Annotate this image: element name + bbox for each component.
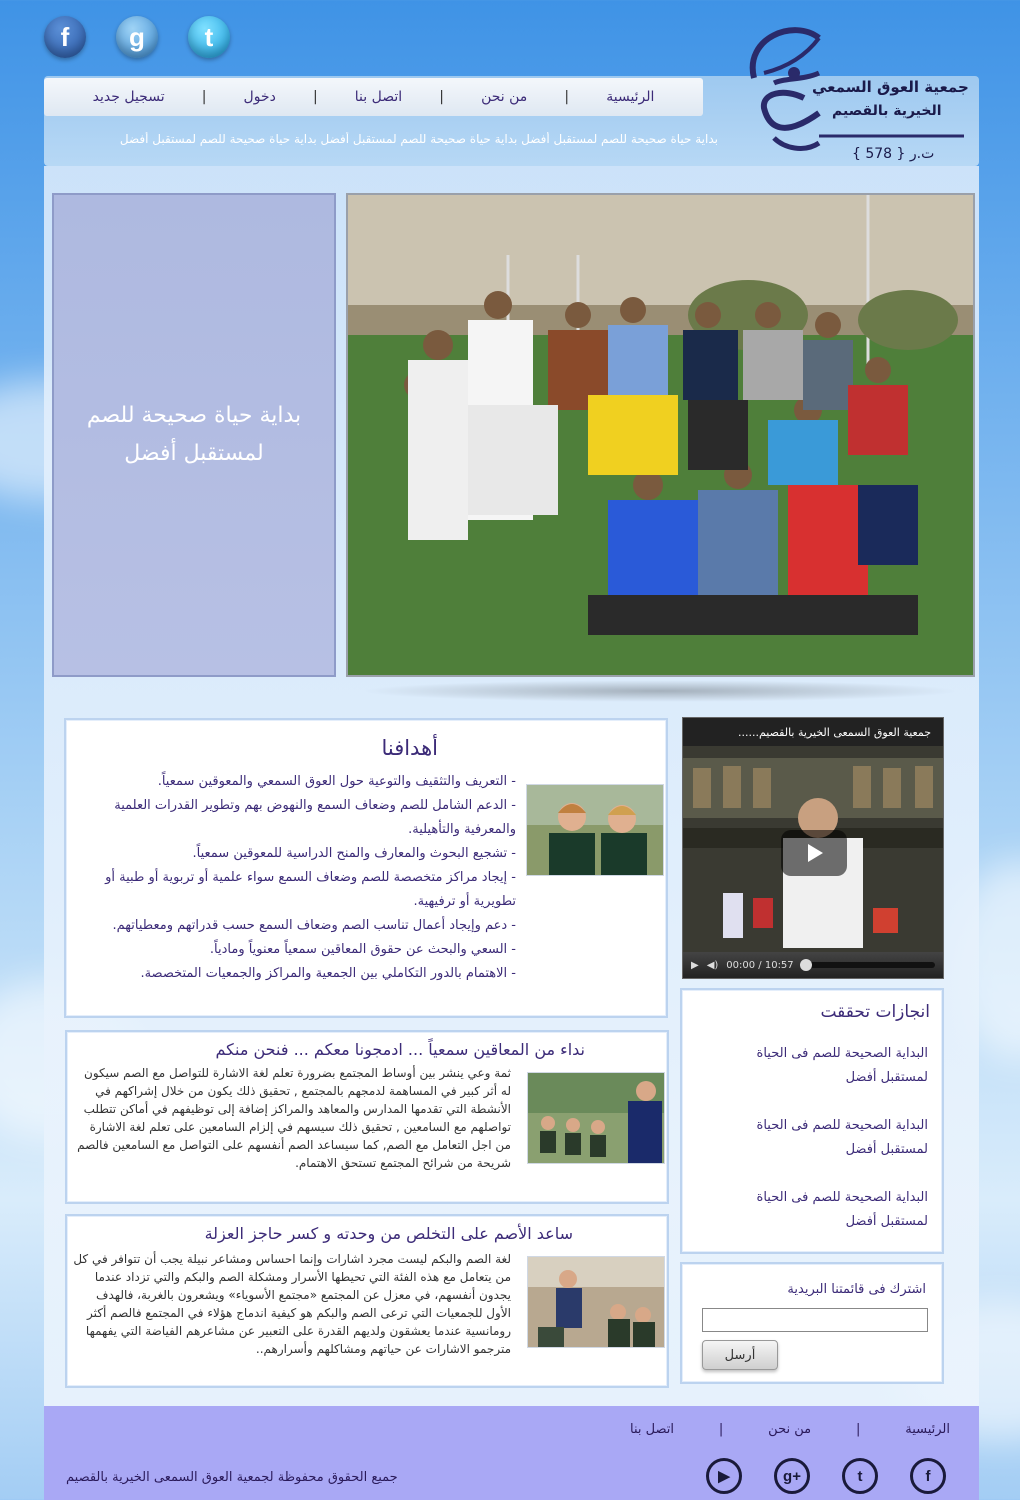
facebook-icon[interactable]: f — [44, 16, 86, 58]
twitter-icon[interactable]: t — [188, 16, 230, 58]
play-button[interactable] — [781, 830, 847, 876]
facebook-icon[interactable]: f — [910, 1458, 946, 1494]
nav-about[interactable]: من نحن — [481, 89, 528, 105]
google-icon[interactable]: g — [116, 16, 158, 58]
video-title: جمعية العوق السمعى الخيرية بالقصيم...... — [683, 718, 943, 746]
hero-photo — [346, 193, 975, 677]
goals-list — [76, 770, 516, 986]
call-card — [65, 1030, 669, 1204]
achievements-card — [680, 988, 944, 1254]
goals-title: أهدافنا — [381, 736, 438, 760]
call-body: ثمة وعي ينشر بين أوساط المجتمع بضرورة تعلم لغة الاشارة للتواصل مع الصم سيكون له أثر كبير في المساهمة لدمجهم بالمجتمع , تحقيق ذلك يكون من خلال إشراكهم في الأنشطة التي تقدمها المدارس والمعاهد والمراكز إضافة إلى توظيفهم في أماكن تتطلب تواصلهم مع السامعين , تحقيق ذلك سيسهم في إلزام السامعين على تعلم لغة الاشارة من اجل التعامل مع الصم, كما سيساعد الصم أنفسهم على التواصل مع السامعين فالصم شريحة من شرائح المجتمع تستحق الاهتمام. — [77, 1066, 511, 1170]
play-icon[interactable]: ▶ — [691, 959, 699, 971]
footer-nav-separator: | — [855, 1422, 861, 1437]
social-links-footer — [706, 1458, 946, 1494]
nav-separator: | — [564, 89, 570, 105]
call-title: نداء من المعاقين سمعياً ... ادمجونا معكم ... فنحن منكم — [215, 1040, 585, 1059]
social-links-top — [44, 16, 230, 58]
volume-icon[interactable]: ◀) — [706, 959, 719, 971]
goal-item: - إيجاد مراكز متخصصة للصم وضعاف السمع سواء علمية أو تربوية أو طبية أو تطويرية أو ترفيهية. — [105, 870, 516, 909]
footer-nav-home[interactable]: الرئيسية — [905, 1422, 950, 1437]
nav-login[interactable]: دخول — [243, 89, 276, 105]
youtube-icon[interactable]: ▶ — [706, 1458, 742, 1494]
video-controls — [683, 952, 943, 978]
goal-item: - الدعم الشامل للصم وضعاف السمع والنهوض بهم وتطوير القدرات العلمية والمعرفية والتأهيلية. — [114, 798, 516, 837]
goal-item: - تشجيع البحوث والمعارف والمنح الدراسية للمعوقين سمعياً. — [192, 846, 516, 861]
help-title: ساعد الأصم على التخلص من وحدته و كسر حاجز العزلة — [204, 1224, 573, 1243]
newsletter-email-input[interactable] — [702, 1308, 928, 1332]
logo-license: ت.ر { 578 } — [852, 146, 935, 162]
main-nav — [44, 78, 703, 116]
newsletter-submit-button[interactable]: أرسل — [702, 1340, 778, 1370]
goals-card — [64, 718, 668, 1018]
call-photo — [527, 1072, 665, 1164]
achievement-link[interactable]: البداية الصحيحة للصم فى الحياة لمستقبل أفضل — [756, 1190, 928, 1229]
goal-item: - دعم وإيجاد أعمال تناسب الصم وضعاف السمع حسب قدراتهم ومعطياتهم. — [112, 918, 516, 933]
help-photo — [527, 1256, 665, 1348]
achievement-link[interactable]: البداية الصحيحة للصم فى الحياة لمستقبل أفضل — [756, 1046, 928, 1085]
nav-contact[interactable]: اتصل بنا — [354, 89, 403, 105]
newsletter-label: اشترك فى قائمتنا البريدية — [787, 1282, 926, 1297]
goal-item: - الاهتمام بالدور التكاملي بين الجمعية والمراكز والجمعيات المتخصصة. — [140, 966, 516, 981]
video-time: 00:00 / 10:57 — [726, 959, 794, 971]
goals-photo — [526, 784, 664, 876]
twitter-icon[interactable]: t — [842, 1458, 878, 1494]
footer-nav-contact[interactable]: اتصل بنا — [630, 1422, 675, 1437]
google-plus-icon[interactable]: g+ — [774, 1458, 810, 1494]
nav-home[interactable]: الرئيسية — [606, 89, 655, 105]
help-body: لغة الصم والبكم ليست مجرد اشارات وإنما احساس ومشاعر نبيلة يجب أن تتوافر في كل من يتعامل مع هذه الفئة التي تحيطها الأسرار ومشكلة الصم والبكم والتي تزداد عندما يجدون أنفسهم، في معزل عن المجتمع «مجتمع الأسوياء» ويشعرون بالغربة، فالهدف الأول للجمعيات التي ترعى الصم والبكم هو كيفية اندماج هؤلاء في المجتمع فالصم أكثر رومانسية عندما يعشقون ولديهم القدرة على التعبير عن مشاعرهم الفياضة التي يفهمها مترجمو الاشارات عن حياتهم ومشاكلهم وأسرارهم.. — [73, 1252, 511, 1356]
footer-nav-separator: | — [718, 1422, 724, 1437]
footer-nav — [630, 1422, 950, 1437]
goal-item: - السعي والبحث عن حقوق المعاقين سمعياً معنوياً ومادياً. — [209, 942, 516, 957]
copyright-text: جميع الحقوق محفوظة لجمعية العوق السمعى الخيرية بالقصيم — [66, 1470, 398, 1485]
slogan-box — [52, 193, 336, 677]
video-player[interactable] — [682, 717, 944, 979]
logo-subtitle: الخيرية بالقصيم — [832, 103, 942, 119]
footer-nav-about[interactable]: من نحن — [768, 1422, 812, 1437]
video-progress[interactable] — [802, 962, 935, 968]
goal-item: - التعريف والتثقيف والتوعية حول العوق السمعي والمعوقين سمعياً. — [157, 774, 516, 789]
nav-separator: | — [201, 89, 207, 105]
nav-register[interactable]: تسجيل جديد — [92, 89, 165, 105]
logo-title: جمعية العوق السمعي — [812, 78, 969, 96]
news-ticker: بداية حياة صحيحة للصم لمستقبل أفضل بداية حياة صحيحة للصم لمستقبل أفضل بداية حياة صحيحة للصم لمستقبل أفضل — [119, 132, 718, 146]
achievements-title: انجازات تحققت — [820, 1002, 930, 1022]
slogan-text: بداية حياة صحيحة للصم لمستقبل أفضل — [86, 403, 302, 466]
nav-separator: | — [439, 89, 444, 105]
newsletter-card — [680, 1262, 944, 1384]
nav-separator: | — [312, 89, 318, 105]
hero-shadow — [360, 680, 960, 702]
help-card — [65, 1214, 669, 1388]
achievement-link[interactable]: البداية الصحيحة للصم فى الحياة لمستقبل أفضل — [756, 1118, 928, 1157]
